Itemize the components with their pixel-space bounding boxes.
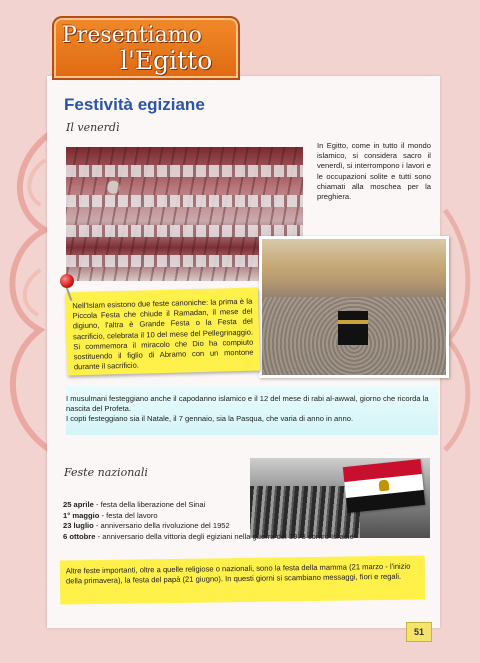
sticky-note <box>65 287 260 375</box>
friday-intro-text: In Egitto, come in tutto il mondo islamico, si considera sacro il venerdì, si interrompono i lavori e le occupazioni solite e tutti sono chiamati alla moschea per la preghiera. <box>317 141 431 202</box>
note-text: Nell'Islam esistono due feste canoniche: la prima è la Piccola Festa che chiude il Ramadan, il mese del digiuno, l'altra è Grande Festa o la Festa del sacrificio, celebrata il 10 del mese del Pellegrinaggio. Si commemora il miracolo che Dio ha compiuto sostituendo il figlio di Abramo con un montone durante il sacrificio. <box>72 296 254 372</box>
page-number: 51 <box>406 622 432 642</box>
list-item: 25 aprile - festa della liberazione del Sinai <box>63 500 206 509</box>
section-subtitle-friday: Il venerdì <box>66 121 120 134</box>
page-title: Festività egiziane <box>64 95 205 114</box>
bottom-note <box>60 555 426 604</box>
pushpin-icon <box>60 274 74 288</box>
chapter-tab <box>52 16 240 80</box>
band-line-1: I musulmani festeggiano anche il capodanno islamico e il 12 del mese di rabi al-awwal, giorno che ricorda la nascita del Profeta. <box>66 394 429 414</box>
tab-title-line1: Presentiamo <box>62 23 202 48</box>
mecca-photo <box>259 236 449 378</box>
section-subtitle-national: Feste nazionali <box>64 466 148 479</box>
national-holidays-list <box>63 500 443 542</box>
list-item: 23 luglio - anniversario della rivoluzione del 1952 <box>63 521 230 530</box>
info-band <box>66 386 438 435</box>
bottom-note-text: Altre feste importanti, oltre a quelle religiose o nazionali, sono la festa della mamma (21 marzo - l'inizio della primavera), la festa del papà (21 giugno). In questi giorni si scambiano messaggi, fiori e regali. <box>65 561 411 586</box>
list-item: 6 ottobre - anniversario della vittoria degli egiziani nella guerra del 1973 contro Israele <box>63 531 354 541</box>
tab-title-line2: l'Egitto <box>120 46 213 75</box>
list-item: 1° maggio - festa del lavoro <box>63 510 158 520</box>
band-text <box>66 394 434 425</box>
band-line-2: I copti festeggiano sia il Natale, il 7 gennaio, sia la Pasqua, che varia di anno in anno. <box>66 414 354 424</box>
